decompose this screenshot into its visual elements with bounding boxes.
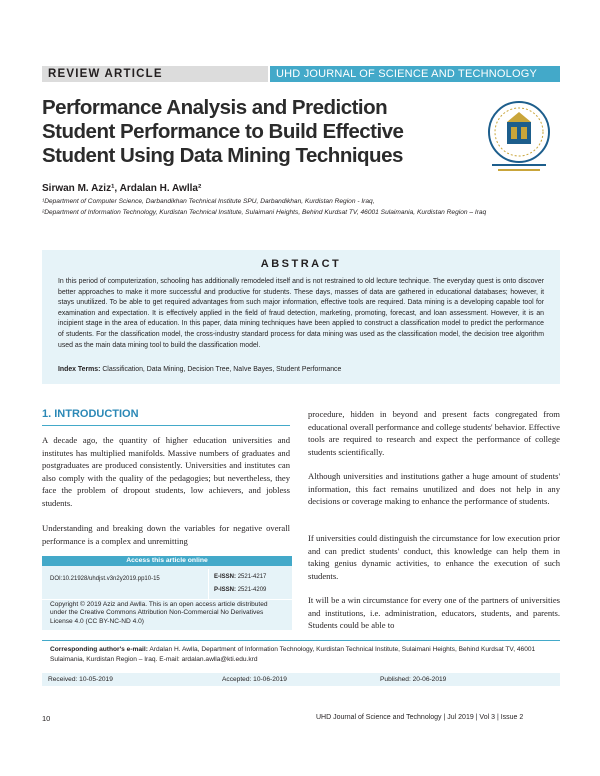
access-divider-vertical [208, 569, 209, 599]
dates-panel [42, 673, 560, 686]
access-heading: Access this article online [42, 556, 292, 566]
pissn-value: 2521-4209 [237, 587, 267, 593]
pissn-label: P-ISSN: [214, 587, 237, 593]
index-terms-values: Classification, Data Mining, Decision Tree, Naïve Bayes, Student Performance [102, 366, 342, 373]
footer-journal-citation: UHD Journal of Science and Technology | Jul 2019 | Vol 3 | Issue 2 [316, 714, 524, 721]
abstract-text: In this period of computerization, schooling has additionally remodeled itself and is not restrained to old lecture technique. The everyday quest is onto discover better approaches to make it more successful and productive for students. These days, masses of data are gathered in educational databases; however, it stays unutilized. To be able to get required advantages from such major information, effective tools are required. Data mining is a developing capable tool for examination and expectation. It is effectively applied in the field of fraud detection, marketing, promoting, forecast, and loan assessment. However, it is an incipient stage in the area of education. In this paper, data mining techniques have been applied to construct a classification model to predict the performance of students. For the classification model, the cross-industry standard process for data mining was used as the classification model, the decision tree algorithm used as the main data mining tool to build the classification model. [58, 278, 544, 349]
eissn-label: E-ISSN: [214, 574, 237, 580]
section-rule [42, 425, 290, 426]
journal-name: UHD JOURNAL OF SCIENCE AND TECHNOLOGY [276, 68, 538, 80]
correspondence-rule [42, 640, 560, 641]
access-divider-horizontal [42, 599, 292, 600]
eissn [214, 574, 266, 580]
page-number: 10 [42, 714, 51, 723]
date-accepted: Accepted: 10-06-2019 [222, 676, 287, 683]
journal-seal-icon [478, 98, 560, 178]
doi-link[interactable]: DOI:10.21928/uhdjst.v3n2y2019.pp10-15 [50, 576, 160, 582]
intro-paragraph-1: A decade ago, the quantity of higher education universities and institutes has multiplied manifolds. Massive numbers of graduates and postgraduates are produced consistently. Universities and institutes can also comply with the quality of the pedagogies; but nevertheless, they face the problem of dropout students, low achievers, and jobless students. [42, 435, 290, 508]
pissn [214, 587, 266, 593]
authors: Sirwan M. Aziz¹, Ardalan H. Awlla² [42, 183, 202, 194]
intro-paragraph-3: procedure, hidden in beyond and present facts congregated from educational overall performance and college students' behavior. Effective tools are required to research and expect the performance of college students scientifically. [308, 409, 560, 457]
index-terms [58, 366, 544, 373]
correspondence-text: Ardalan H. Awlla, Department of Information Technology, Kurdistan Technical Institute, Sulaimani Heights, Behind Kurdsat TV, 46001 Sulaimania, Kurdistan Region – Iraq. E-mail: ardalan.awlla@kti.edu.krd [50, 646, 536, 663]
affiliation-2: ²Department of Information Technology, Kurdistan Technical Institute, Sulaimani Heights, Behind Kurdsat TV, 46001 Sulaimania, Kurdistan Region – Iraq [42, 209, 487, 216]
abstract-heading: ABSTRACT [260, 258, 342, 270]
date-published: Published: 20-06-2019 [380, 676, 447, 683]
copyright-notice: Copyright © 2019 Aziz and Awlla. This is an open access article distributed under the Creative Commons Attribution Non-Commercial No Derivatives License 4.0 (CC BY-NC-ND 4.0) [50, 601, 268, 625]
index-terms-label: Index Terms: [58, 366, 101, 373]
intro-paragraph-6: It will be a win circumstance for every one of the partners of universities and institutions, i.e. administration, educators, students, and parents. Students could be able to [308, 595, 560, 631]
article-type: REVIEW ARTICLE [48, 68, 163, 80]
date-received: Received: 10-05-2019 [48, 676, 113, 683]
eissn-value: 2521-4217 [237, 574, 267, 580]
section-heading: 1. INTRODUCTION [42, 408, 139, 420]
correspondence [50, 645, 555, 664]
intro-paragraph-5: If universities could distinguish the circumstance for low execution prior and can predict students' conduct, this knowledge can help them in taking genius dynamic activities, to enhance the execution of such students. [308, 533, 560, 581]
affiliation-1: ¹Department of Computer Science, Darbandikhan Technical Institute SPU, Darbandikhan, Kurdistan Region - Iraq, [42, 198, 375, 205]
correspondence-label: Corresponding author's e-mail: [50, 646, 148, 653]
intro-paragraph-2: Understanding and breaking down the variables for negative overall performance is a complex and unremitting [42, 523, 290, 546]
paper-title: Performance Analysis and Prediction Student Performance to Build Effective Student Using Data Mining Techniques [42, 96, 404, 167]
intro-paragraph-4: Although universities and institutions gather a huge amount of students' information, this fact remains unutilized and does not help in any decisions or coverage making to enhance the performance of students. [308, 471, 560, 507]
